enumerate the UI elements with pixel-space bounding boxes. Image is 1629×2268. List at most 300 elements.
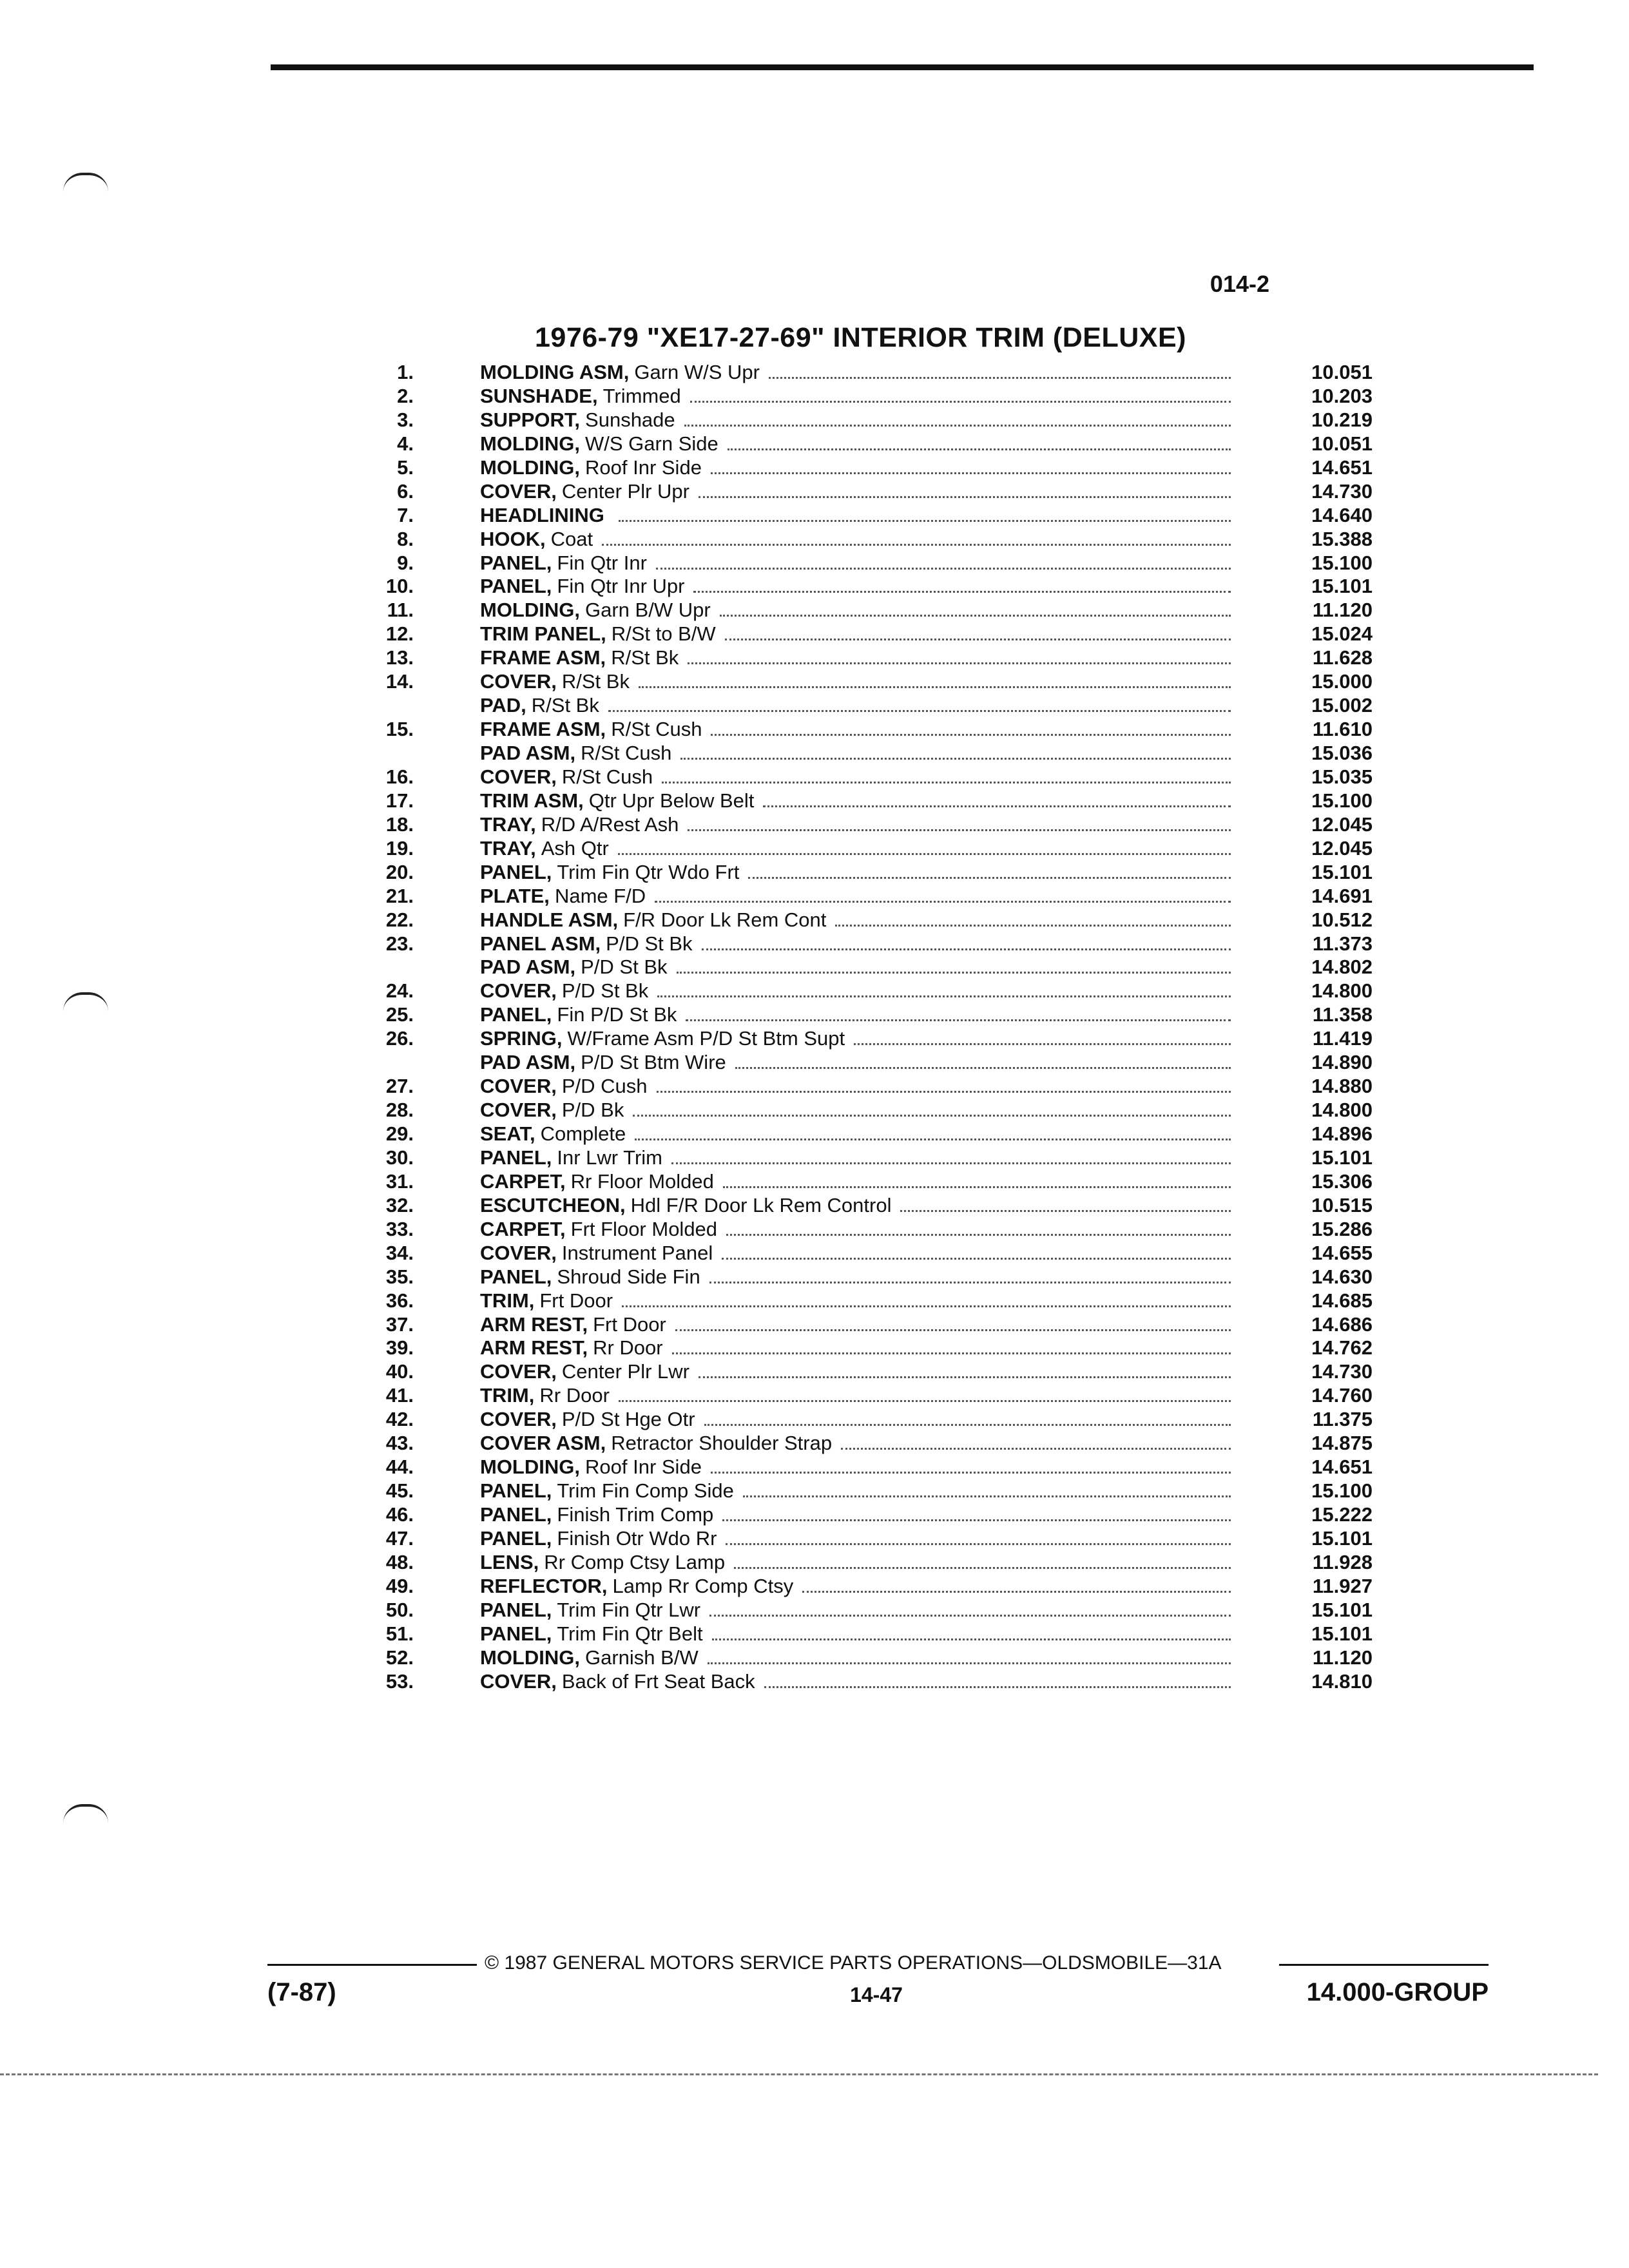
item-description [480, 1479, 1237, 1503]
dot-leader [633, 1115, 1231, 1117]
dot-leader [608, 710, 1231, 712]
dot-leader [725, 639, 1231, 640]
group-number: 14.875 [1311, 1432, 1373, 1455]
parts-row [0, 718, 1629, 742]
parts-row [0, 1479, 1629, 1503]
group-number: 11.419 [1312, 1027, 1373, 1050]
parts-row [0, 1075, 1629, 1099]
part-detail: Center Plr Upr [561, 479, 689, 503]
item-description [480, 1503, 1237, 1527]
parts-row [0, 742, 1629, 765]
item-description [480, 1336, 1237, 1360]
group-number: 15.002 [1311, 694, 1373, 717]
group-number: 11.120 [1312, 1646, 1373, 1669]
item-number: 47. [385, 1526, 414, 1550]
item-number: 21. [385, 884, 414, 907]
part-name: PANEL, [480, 1146, 552, 1169]
part-name: FRAME ASM, [480, 646, 606, 669]
item-number: 40. [385, 1360, 414, 1383]
footer-date: (7-87) [267, 1978, 336, 2006]
item-description [480, 408, 1237, 432]
item-description [480, 1122, 1237, 1146]
item-number: 53. [385, 1669, 414, 1693]
part-name: MOLDING, [480, 432, 580, 455]
group-number: 15.101 [1311, 1146, 1373, 1169]
item-description [480, 504, 1237, 528]
part-detail: R/St Cush [561, 765, 653, 788]
parts-row [0, 837, 1629, 861]
part-name: PAD ASM, [480, 1051, 576, 1074]
item-description [480, 1027, 1237, 1051]
item-number: 44. [385, 1456, 414, 1479]
group-number: 14.640 [1311, 503, 1373, 526]
item-description [480, 932, 1237, 956]
dot-leader [693, 591, 1231, 593]
parts-row [0, 1313, 1629, 1337]
parts-row [0, 1194, 1629, 1218]
part-detail: Rr Door [539, 1384, 610, 1407]
dot-leader [622, 1305, 1231, 1307]
part-name: TRAY, [480, 812, 536, 836]
parts-row [0, 1670, 1629, 1694]
dot-leader [699, 1376, 1231, 1378]
parts-row [0, 1289, 1629, 1313]
part-name: CARPET, [480, 1169, 566, 1193]
part-detail: Fin P/D St Bk [557, 1003, 677, 1026]
dot-leader [722, 1258, 1231, 1260]
part-name: PANEL, [480, 1526, 552, 1550]
dot-leader [728, 448, 1231, 450]
footer-rule-right [1279, 1964, 1489, 1966]
item-description [480, 861, 1237, 885]
dot-leader [639, 686, 1231, 688]
parts-row [0, 1456, 1629, 1479]
group-number: 15.101 [1311, 575, 1373, 598]
dot-leader [619, 520, 1231, 522]
part-name: MOLDING, [480, 599, 580, 622]
part-detail: Name F/D [554, 884, 646, 907]
part-name: CARPET, [480, 1217, 566, 1240]
group-number: 14.651 [1311, 1456, 1373, 1479]
parts-row [0, 1646, 1629, 1670]
parts-row [0, 1336, 1629, 1360]
part-detail: Trim Fin Qtr Belt [557, 1622, 703, 1645]
dot-leader [835, 925, 1231, 927]
part-detail: Sunshade [585, 408, 675, 431]
group-number: 11.120 [1312, 599, 1373, 622]
item-description [480, 979, 1237, 1003]
item-description [480, 1646, 1237, 1670]
group-number: 14.730 [1311, 479, 1373, 503]
parts-row [0, 622, 1629, 646]
item-number: 3. [397, 408, 414, 431]
dot-leader [618, 853, 1231, 855]
item-description [480, 1194, 1237, 1218]
part-detail: Frt Floor Molded [570, 1217, 718, 1240]
item-number: 46. [385, 1503, 414, 1526]
part-detail: R/St Bk [561, 670, 630, 693]
dot-leader [657, 1091, 1231, 1093]
part-detail: Complete [540, 1122, 626, 1145]
part-name: PANEL, [480, 1503, 552, 1526]
part-name: SUNSHADE, [480, 384, 598, 407]
item-description [480, 575, 1237, 599]
part-detail: Roof Inr Side [585, 456, 702, 479]
parts-row [0, 861, 1629, 885]
item-description [480, 1146, 1237, 1170]
part-name: LENS, [480, 1550, 539, 1573]
part-detail: P/D St Bk [581, 956, 668, 979]
parts-row [0, 694, 1629, 718]
parts-row [0, 885, 1629, 908]
group-number: 11.628 [1312, 646, 1373, 669]
dot-leader [672, 1352, 1231, 1354]
part-name: PANEL, [480, 1479, 552, 1503]
parts-row [0, 1027, 1629, 1051]
item-number: 12. [385, 622, 414, 646]
group-number: 15.100 [1311, 551, 1373, 574]
item-description [480, 908, 1237, 932]
part-name: COVER, [480, 1669, 557, 1693]
dot-leader [763, 805, 1231, 807]
part-detail: Back of Frt Seat Back [561, 1669, 755, 1693]
item-description [480, 1242, 1237, 1265]
part-name: TRIM, [480, 1384, 535, 1407]
dot-leader [709, 1282, 1231, 1283]
dot-leader [711, 1472, 1231, 1474]
part-detail: P/D St Hge Otr [561, 1408, 695, 1431]
parts-row [0, 1432, 1629, 1456]
part-detail: R/St to B/W [611, 622, 716, 646]
dot-leader [722, 1519, 1231, 1521]
part-detail: P/D Bk [561, 1099, 624, 1122]
part-name: COVER, [480, 1099, 557, 1122]
item-number: 19. [385, 836, 414, 860]
item-number: 28. [385, 1099, 414, 1122]
part-name: REFLECTOR, [480, 1574, 608, 1597]
part-name: ARM REST, [480, 1312, 588, 1336]
part-name: ARM REST, [480, 1336, 588, 1360]
group-number: 15.000 [1311, 670, 1373, 693]
part-name: HOOK, [480, 527, 546, 550]
parts-row [0, 599, 1629, 622]
part-detail: P/D St Btm Wire [581, 1051, 726, 1074]
item-number: 52. [385, 1646, 414, 1669]
item-description [480, 1051, 1237, 1075]
item-description [480, 1456, 1237, 1479]
parts-row [0, 1218, 1629, 1242]
dot-leader [748, 877, 1231, 879]
item-description [480, 480, 1237, 504]
item-description [480, 1170, 1237, 1194]
group-number: 11.610 [1312, 718, 1373, 741]
item-number: 27. [385, 1075, 414, 1098]
item-description [480, 456, 1237, 480]
dot-leader [743, 1495, 1231, 1497]
dot-leader [656, 568, 1231, 570]
item-number: 22. [385, 908, 414, 931]
dot-leader [686, 1019, 1231, 1021]
part-detail: Roof Inr Side [585, 1456, 702, 1479]
part-name: PAD ASM, [480, 956, 576, 979]
group-number: 11.927 [1312, 1574, 1373, 1597]
part-detail: Trim Fin Qtr Lwr [557, 1598, 701, 1621]
group-number: 10.219 [1311, 408, 1373, 431]
parts-list [0, 361, 1629, 1694]
part-name: PLATE, [480, 884, 550, 907]
item-description [480, 1551, 1237, 1575]
part-name: SUPPORT, [480, 408, 581, 431]
group-number: 15.101 [1311, 1598, 1373, 1621]
part-name: TRAY, [480, 836, 536, 860]
group-number: 11.373 [1312, 932, 1373, 955]
item-description [480, 1075, 1237, 1099]
part-name: COVER, [480, 765, 557, 788]
group-number: 15.286 [1311, 1217, 1373, 1240]
parts-row [0, 1622, 1629, 1646]
group-number: 14.802 [1311, 956, 1373, 979]
item-number: 13. [385, 646, 414, 669]
part-name: COVER, [480, 1075, 557, 1098]
dot-leader [619, 1400, 1231, 1402]
group-number: 10.051 [1311, 361, 1373, 383]
item-description [480, 813, 1237, 837]
item-number: 29. [385, 1122, 414, 1145]
part-name: SEAT, [480, 1122, 535, 1145]
parts-row [0, 1551, 1629, 1575]
group-number: 10.203 [1311, 384, 1373, 407]
part-name: COVER, [480, 1241, 557, 1264]
item-number: 41. [385, 1384, 414, 1407]
top-rule [271, 64, 1534, 70]
group-number: 14.655 [1311, 1241, 1373, 1264]
dot-leader [699, 496, 1231, 498]
group-number: 14.800 [1311, 979, 1373, 1003]
parts-row [0, 408, 1629, 432]
dot-leader [723, 1186, 1231, 1188]
part-detail: Qtr Upr Below Belt [588, 789, 755, 812]
part-detail: R/St Cush [611, 718, 702, 741]
part-detail: F/R Door Lk Rem Cont [623, 908, 827, 931]
parts-row [0, 1122, 1629, 1146]
dot-leader [720, 615, 1231, 617]
item-number: 37. [385, 1312, 414, 1336]
parts-row [0, 765, 1629, 789]
item-description [480, 1313, 1237, 1337]
dot-leader [688, 829, 1231, 831]
parts-row [0, 1146, 1629, 1170]
group-number: 15.222 [1311, 1503, 1373, 1526]
item-description [480, 1408, 1237, 1432]
item-number: 26. [385, 1027, 414, 1050]
part-detail: Shroud Side Fin [557, 1265, 700, 1288]
group-number: 15.101 [1311, 1622, 1373, 1645]
part-name: PANEL, [480, 575, 552, 598]
part-detail: Frt Door [593, 1312, 666, 1336]
part-name: COVER, [480, 1408, 557, 1431]
part-detail: R/D A/Rest Ash [541, 812, 679, 836]
item-number: 11. [387, 599, 414, 622]
parts-row [0, 956, 1629, 979]
part-name: HANDLE ASM, [480, 908, 619, 931]
group-number: 14.880 [1311, 1075, 1373, 1098]
item-number: 31. [385, 1169, 414, 1193]
part-name: PANEL, [480, 1003, 552, 1026]
page-title: 1976-79 "XE17-27-69" INTERIOR TRIM (DELUXE) [535, 322, 1186, 353]
item-description [480, 361, 1237, 385]
group-number: 15.306 [1311, 1169, 1373, 1193]
part-name: TRIM ASM, [480, 789, 584, 812]
parts-row [0, 1099, 1629, 1122]
item-number: 42. [385, 1408, 414, 1431]
item-description [480, 1265, 1237, 1289]
part-name: PANEL, [480, 860, 552, 883]
part-detail: Lamp Rr Comp Ctsy [612, 1574, 794, 1597]
item-number: 48. [385, 1550, 414, 1573]
dot-leader [671, 1162, 1231, 1164]
footer-group-label: 14.000-GROUP [1306, 1978, 1489, 2006]
item-description [480, 552, 1237, 575]
item-number: 16. [385, 765, 414, 788]
dot-leader [734, 1567, 1231, 1569]
parts-row [0, 932, 1629, 956]
dot-leader [735, 1067, 1231, 1069]
part-name: ESCUTCHEON, [480, 1193, 626, 1216]
part-detail: P/D St Bk [606, 932, 693, 955]
parts-row [0, 1575, 1629, 1599]
parts-row [0, 670, 1629, 694]
item-number: 32. [385, 1193, 414, 1216]
dot-leader [677, 972, 1231, 974]
group-number: 14.800 [1311, 1099, 1373, 1122]
group-number: 12.045 [1311, 812, 1373, 836]
part-detail: R/St Cush [581, 742, 672, 764]
group-number: 15.101 [1311, 1526, 1373, 1550]
item-description [480, 1527, 1237, 1551]
dot-leader [655, 901, 1231, 903]
part-detail: Garn B/W Upr [585, 599, 711, 622]
group-number: 11.375 [1312, 1408, 1373, 1431]
dot-leader [726, 1543, 1231, 1545]
item-description [480, 646, 1237, 670]
item-description [480, 718, 1237, 742]
dot-leader [900, 1210, 1231, 1212]
group-number: 15.024 [1311, 622, 1373, 646]
item-number: 34. [385, 1241, 414, 1264]
item-description [480, 1099, 1237, 1122]
dot-leader [684, 425, 1231, 427]
parts-row [0, 456, 1629, 480]
part-name: SPRING, [480, 1027, 563, 1050]
part-name: TRIM, [480, 1289, 535, 1312]
part-detail: Ash Qtr [541, 836, 609, 860]
part-name: FRAME ASM, [480, 718, 606, 741]
dot-leader [657, 995, 1231, 997]
part-detail: Fin Qtr Inr Upr [557, 575, 685, 598]
group-number: 15.100 [1311, 1479, 1373, 1503]
group-number: 11.928 [1312, 1550, 1373, 1573]
dot-leader [704, 1424, 1231, 1426]
item-description [480, 1360, 1237, 1384]
item-number: 33. [385, 1217, 414, 1240]
part-detail: R/St Bk [531, 694, 599, 717]
parts-row [0, 1170, 1629, 1194]
part-detail: Rr Comp Ctsy Lamp [544, 1550, 726, 1573]
item-number: 8. [397, 527, 414, 550]
part-name: PANEL, [480, 1265, 552, 1288]
group-number: 15.388 [1311, 527, 1373, 550]
item-number: 2. [397, 384, 414, 407]
group-number: 10.512 [1311, 908, 1373, 931]
part-detail: Inr Lwr Trim [557, 1146, 663, 1169]
item-description [480, 885, 1237, 908]
group-number: 15.035 [1311, 765, 1373, 788]
parts-row [0, 575, 1629, 599]
group-number: 14.896 [1311, 1122, 1373, 1145]
part-detail: Center Plr Lwr [561, 1360, 689, 1383]
punch-hole-mark [63, 173, 108, 192]
item-number: 17. [385, 789, 414, 812]
part-detail: Garnish B/W [585, 1646, 699, 1669]
item-number: 15. [385, 718, 414, 741]
dot-leader [726, 1234, 1231, 1236]
dot-leader [602, 544, 1231, 546]
item-description [480, 956, 1237, 979]
footer-page-number: 14-47 [850, 1983, 903, 2006]
parts-row [0, 1242, 1629, 1265]
item-number: 23. [385, 932, 414, 955]
item-number: 7. [397, 503, 414, 526]
group-number: 14.760 [1311, 1384, 1373, 1407]
item-number: 24. [385, 979, 414, 1003]
footer-rule-left [267, 1964, 477, 1966]
page-code: 014-2 [1210, 271, 1269, 297]
item-description [480, 694, 1237, 718]
parts-row [0, 480, 1629, 504]
item-description [480, 1599, 1237, 1622]
dot-leader [709, 1615, 1231, 1617]
parts-row [0, 1408, 1629, 1432]
item-number: 1. [397, 361, 414, 383]
part-name: PANEL, [480, 1622, 552, 1645]
item-number: 39. [385, 1336, 414, 1360]
group-number: 14.685 [1311, 1289, 1373, 1312]
parts-row [0, 1265, 1629, 1289]
item-number: 25. [385, 1003, 414, 1026]
parts-row [0, 1003, 1629, 1027]
part-detail: Rr Floor Molded [570, 1169, 714, 1193]
dot-leader [680, 758, 1231, 760]
item-number: 4. [397, 432, 414, 455]
part-detail: Retractor Shoulder Strap [611, 1432, 833, 1455]
item-description [480, 670, 1237, 694]
part-name: COVER, [480, 1360, 557, 1383]
dot-leader [635, 1139, 1231, 1140]
part-detail: P/D Cush [561, 1075, 648, 1098]
item-number: 49. [385, 1574, 414, 1597]
item-number: 45. [385, 1479, 414, 1503]
part-detail: Hdl F/R Door Lk Rem Control [630, 1193, 892, 1216]
group-number: 14.651 [1311, 456, 1373, 479]
part-name: PAD, [480, 694, 526, 717]
part-name: COVER, [480, 979, 557, 1003]
dot-leader [711, 472, 1231, 474]
item-description [480, 1575, 1237, 1599]
item-description [480, 1218, 1237, 1242]
part-detail: W/S Garn Side [585, 432, 718, 455]
part-detail: Coat [550, 527, 593, 550]
group-number: 15.100 [1311, 789, 1373, 812]
